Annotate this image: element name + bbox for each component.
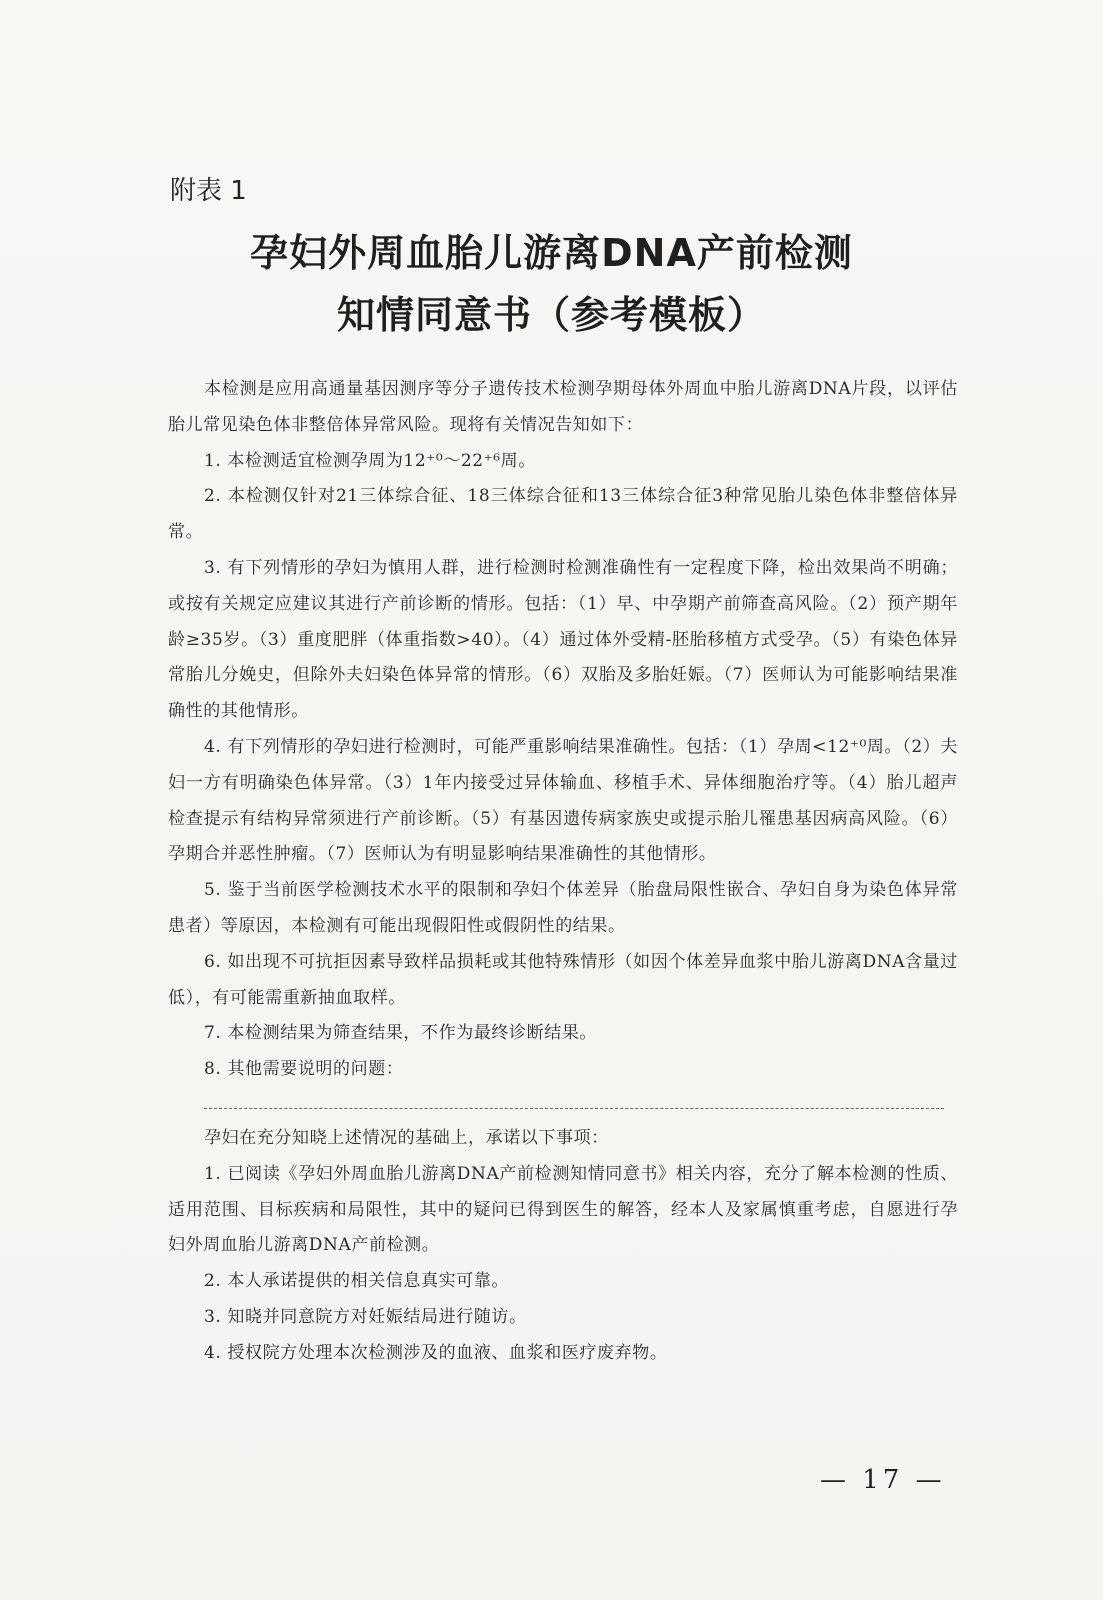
commitment-1: 1. 已阅读《孕妇外周血胎儿游离DNA产前检测知情同意书》相关内容，充分了解本检测的性质、适用范围、目标疾病和局限性，其中的疑问已得到医生的解答，经本人及家属慎重考虑，自愿进行孕妇外周血胎儿游离DNA产前检测。	[168, 1163, 958, 1256]
commitment-intro: 孕妇在充分知晓上述情况的基础上，承诺以下事项：	[204, 1127, 609, 1148]
intro-paragraph: 本检测是应用高通量基因测序等分子遗传技术检测孕期母体外周血中胎儿游离DNA片段，以评估胎儿常见染色体非整倍体异常风险。现将有关情况告知如下：	[168, 379, 958, 435]
item-2: 2. 本检测仅针对21三体综合征、18三体综合征和13三体综合征3种常见胎儿染色体非整倍体异常。	[168, 486, 958, 543]
appendix-label: 附表 1	[170, 176, 247, 206]
commitment-2: 2. 本人承诺提供的相关信息真实可靠。	[204, 1271, 510, 1292]
fill-in-blank-line[interactable]	[204, 1094, 944, 1109]
item-4: 4. 有下列情形的孕妇进行检测时，可能严重影响结果准确性。包括：（1）孕周<12⁺⁰周。（2）夫妇一方有明确染色体异常。（3）1年内接受过异体输血、移植手术、异体细胞治疗等。（4）胎儿超声检查提示有结构异常须进行产前诊断。（5）有基因遗传病家族史或提示胎儿罹患基因病高风险。（6）孕期合并恶性肿瘤。（7）医师认为有明显影响结果准确性的其他情形。	[168, 736, 958, 865]
item-8: 8. 其他需要说明的问题：	[204, 1059, 404, 1080]
commitment-3: 3. 知晓并同意院方对妊娠结局进行随访。	[204, 1306, 527, 1327]
document-body	[168, 372, 958, 1372]
page-number: — 17 —	[820, 1465, 946, 1495]
commitment-4: 4. 授权院方处理本次检测涉及的血液、血浆和医疗废弃物。	[204, 1342, 668, 1363]
item-7: 7. 本检测结果为筛查结果，不作为最终诊断结果。	[204, 1023, 598, 1044]
item-1: 1. 本检测适宜检测孕周为12⁺⁰～22⁺⁶周。	[204, 450, 536, 471]
document-title-line-1: 孕妇外周血胎儿游离DNA产前检测	[250, 231, 853, 275]
document-title-line-2: 知情同意书（参考模板）	[336, 293, 766, 337]
item-3: 3. 有下列情形的孕妇为慎用人群，进行检测时检测准确性有一定程度下降，检出效果尚不明确；或按有关规定应建议其进行产前诊断的情形。包括：（1）早、中孕期产前筛查高风险。（2）预产期年龄≥35岁。（3）重度肥胖（体重指数>40）。（4）通过体外受精-胚胎移植方式受孕。（5）有染色体异常胎儿分娩史，但除外夫妇染色体异常的情形。（6）双胎及多胎妊娠。（7）医师认为可能影响结果准确性的其他情形。	[168, 557, 958, 722]
item-5: 5. 鉴于当前医学检测技术水平的限制和孕妇个体差异（胎盘局限性嵌合、孕妇自身为染色体异常患者）等原因，本检测有可能出现假阳性或假阴性的结果。	[168, 880, 958, 936]
item-6: 6. 如出现不可抗拒因素导致样品损耗或其他特殊情形（如因个体差异血浆中胎儿游离DNA含量过低），有可能需重新抽血取样。	[168, 951, 958, 1008]
